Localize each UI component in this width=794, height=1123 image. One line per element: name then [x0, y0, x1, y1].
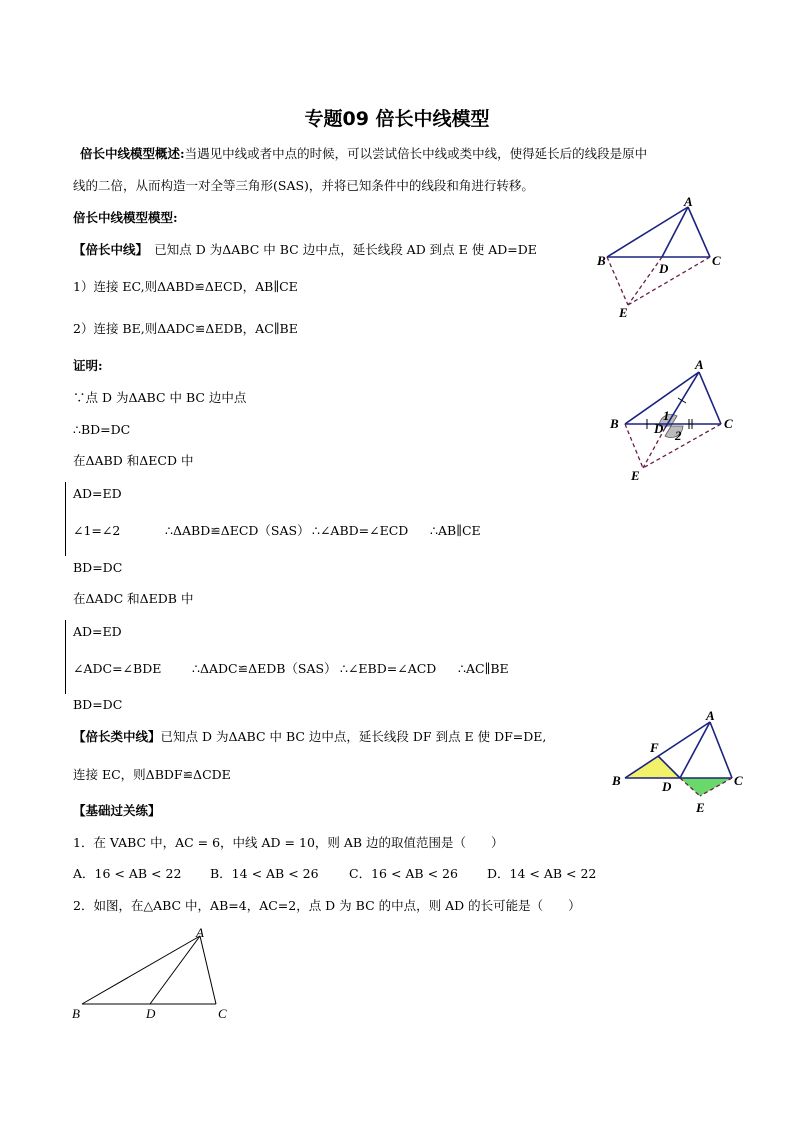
- system1-line-2: ∠1=∠2: [73, 523, 121, 538]
- case1-label: 【倍长中线】: [73, 242, 142, 257]
- fig1-label-b: B: [597, 253, 606, 268]
- fig4-label-b: B: [72, 1006, 80, 1021]
- case2-text: 已知点 D 为ΔABC 中 BC 边中点，延长线段 DF 到点 E 使 DF=DE,: [160, 729, 547, 744]
- fig3-label-f: F: [650, 740, 659, 755]
- system2-line-1: AD=ED: [73, 624, 122, 639]
- case1-text: 已知点 D 为ΔABC 中 BC 边中点，延长线段 AD 到点 E 使 AD=DE: [154, 242, 537, 257]
- fig3-label-d: D: [662, 779, 672, 794]
- system-brace-2: [65, 620, 72, 694]
- fig2-label-b: B: [610, 416, 619, 431]
- figure-proof: [603, 358, 738, 483]
- fig2-label-e: E: [631, 468, 640, 483]
- practice-heading: 【基础过关练】: [73, 803, 161, 818]
- question-1-option-c: C．16 < AB < 26: [349, 866, 458, 881]
- fig1-label-d: D: [659, 261, 669, 276]
- conclusion2-parallel: ∴AC∥BE: [458, 661, 509, 676]
- proof-line-2: ∴BD=DC: [73, 422, 131, 437]
- fig2-label-d: D: [654, 421, 664, 436]
- conclusion2-angle: ∴∠EBD=∠ACD: [340, 661, 437, 676]
- conclusion1-angle: ∴∠ABD=∠ECD: [312, 523, 409, 538]
- system-brace-1: [65, 482, 72, 556]
- fig2-label-a: A: [695, 357, 704, 372]
- case1-statement: [73, 242, 537, 258]
- system2-line-3: BD=DC: [73, 697, 123, 712]
- question-2-stem: 2．如图，在△ABC 中，AB=4，AC=2，点 D 为 BC 的中点，则 AD 的长可能是（ ）: [73, 898, 581, 913]
- figure-median-extension: [592, 195, 727, 320]
- fig3-label-b: B: [612, 773, 621, 788]
- fig3-label-c: C: [734, 773, 743, 788]
- fig1-label-a: A: [684, 194, 693, 209]
- conclusion1-parallel: ∴AB∥CE: [430, 523, 481, 538]
- fig4-label-c: C: [218, 1006, 227, 1021]
- conclusion2-congruence: ∴ΔADC≌ΔEDB（SAS）: [192, 661, 337, 676]
- case2-label: 【倍长类中线】: [73, 729, 161, 744]
- intro-line-1: [80, 146, 647, 162]
- fig4-label-d: D: [146, 1006, 156, 1021]
- proof-heading: 证明:: [73, 358, 103, 373]
- case2-statement: [73, 729, 546, 745]
- fig3-label-a: A: [706, 708, 715, 723]
- case1-item-2: 2）连接 BE,则ΔADC≌ΔEDB，AC∥BE: [73, 321, 298, 336]
- question-1-option-d: D．14 < AB < 22: [487, 866, 597, 881]
- conclusion1-congruence: ∴ΔABD≌ΔECD（SAS）: [165, 523, 310, 538]
- fig1-label-e: E: [619, 305, 628, 320]
- system1-line-1: AD=ED: [73, 486, 122, 501]
- case1-item-1: 1）连接 EC,则ΔABD≌ΔECD，AB∥CE: [73, 279, 298, 294]
- proof-line-4: 在ΔADC 和ΔEDB 中: [73, 591, 194, 606]
- fig2-label-angle-1: 1: [663, 408, 670, 423]
- question-1-stem: 1．在 VABC 中，AC = 6，中线 AD = 10，则 AB 边的取值范围是（ ）: [73, 835, 504, 850]
- proof-line-3: 在ΔABD 和ΔECD 中: [73, 453, 194, 468]
- intro-line-2: 线的二倍，从而构造一对全等三角形(SAS)，并将已知条件中的线段和角进行转移。: [73, 178, 534, 193]
- question-1-option-a: A．16 < AB < 22: [73, 866, 182, 881]
- case2-conclusion: 连接 EC，则ΔBDF≌ΔCDE: [73, 767, 231, 782]
- fig2-label-c: C: [724, 416, 733, 431]
- system2-line-2: ∠ADC=∠BDE: [73, 661, 162, 676]
- model-heading: 倍长中线模型模型:: [73, 210, 178, 225]
- page-title: 专题09 倍长中线模型: [304, 108, 490, 130]
- fig2-label-angle-2: 2: [675, 428, 682, 443]
- intro-label: 倍长中线模型概述:: [80, 146, 185, 161]
- intro-text: 当遇见中线或者中点的时候，可以尝试倍长中线或类中线，使得延长后的线段是原中: [184, 146, 648, 161]
- figure-question-2: [66, 924, 246, 1024]
- system1-line-3: BD=DC: [73, 560, 123, 575]
- fig4-label-a: A: [196, 925, 204, 940]
- fig1-label-c: C: [712, 253, 721, 268]
- figure-quasi-median: [610, 706, 750, 816]
- proof-line-1: ∵点 D 为ΔABC 中 BC 边中点: [73, 390, 247, 405]
- fig3-label-e: E: [696, 800, 705, 815]
- question-1-option-b: B．14 < AB < 26: [210, 866, 319, 881]
